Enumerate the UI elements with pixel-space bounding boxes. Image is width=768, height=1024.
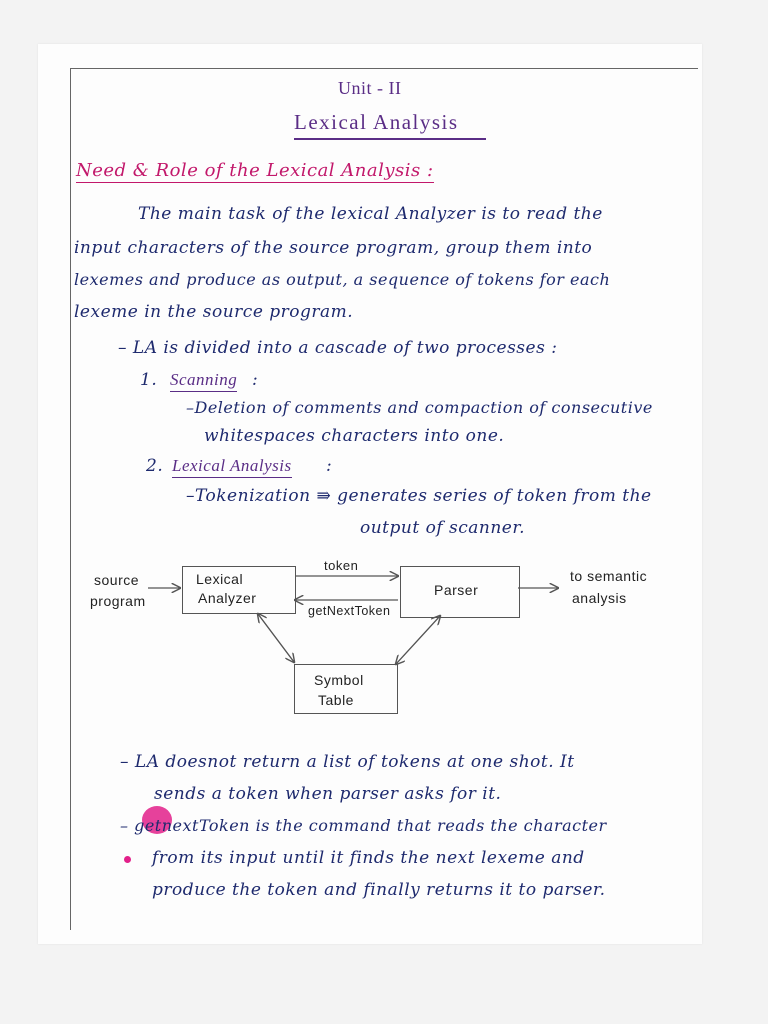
tokenization-line-2: output of scanner.: [360, 518, 526, 538]
page-title: Lexical Analysis: [294, 110, 459, 134]
paragraph-line-4: lexeme in the source program.: [74, 302, 354, 322]
get-next-token-label: getNextToken: [308, 604, 391, 618]
semantic-label-line-2: analysis: [572, 590, 627, 606]
lexical-colon: :: [326, 456, 333, 476]
lexical-number: 2.: [146, 456, 164, 476]
source-label-line-2: program: [90, 593, 146, 609]
symbol-table-label-line-1: Symbol: [314, 672, 364, 688]
highlighter-dot: [124, 856, 131, 863]
paragraph-line-1: The main task of the lexical Analyzer is to read the: [138, 204, 603, 224]
get-next-token-note-line-2: from its input until it finds the next lexeme and: [152, 848, 585, 868]
get-next-token-note-line-3: produce the token and finally returns it to parser.: [152, 880, 606, 900]
lexical-analyzer-label-line-1: Lexical: [196, 571, 244, 587]
scanning-colon: :: [252, 370, 259, 390]
lexical-analyzer-label-line-2: Analyzer: [198, 590, 257, 606]
semantic-label-line-1: to semantic: [570, 568, 648, 584]
tokenization-line-1: –Tokenization ⇛ generates series of token from the: [186, 486, 652, 506]
scanning-number: 1.: [140, 370, 158, 390]
parser-label: Parser: [434, 582, 479, 598]
paragraph-line-2: input characters of the source program, group them into: [74, 238, 593, 258]
symbol-table-label-line-2: Table: [318, 692, 354, 708]
token-label: token: [324, 558, 359, 573]
unit-heading: Unit - II: [338, 78, 402, 98]
source-label-line-1: source: [94, 572, 140, 588]
cascade-bullet: – LA is divided into a cascade of two processes :: [118, 338, 558, 358]
one-shot-note-line-2: sends a token when parser asks for it.: [154, 784, 502, 804]
lexical-label: Lexical Analysis: [172, 456, 292, 478]
scanning-desc-line-1: –Deletion of comments and compaction of consecutive: [186, 398, 653, 417]
get-next-token-note-line-1: – getnextToken is the command that reads the character: [120, 816, 607, 835]
section-heading: Need & Role of the Lexical Analysis :: [76, 160, 434, 181]
one-shot-note-line-1: – LA doesnot return a list of tokens at one shot. It: [120, 752, 575, 772]
paragraph-line-3: lexemes and produce as output, a sequence of tokens for each: [74, 270, 611, 289]
scanning-desc-line-2: whitespaces characters into one.: [204, 426, 505, 446]
scanning-label: Scanning: [170, 370, 237, 392]
